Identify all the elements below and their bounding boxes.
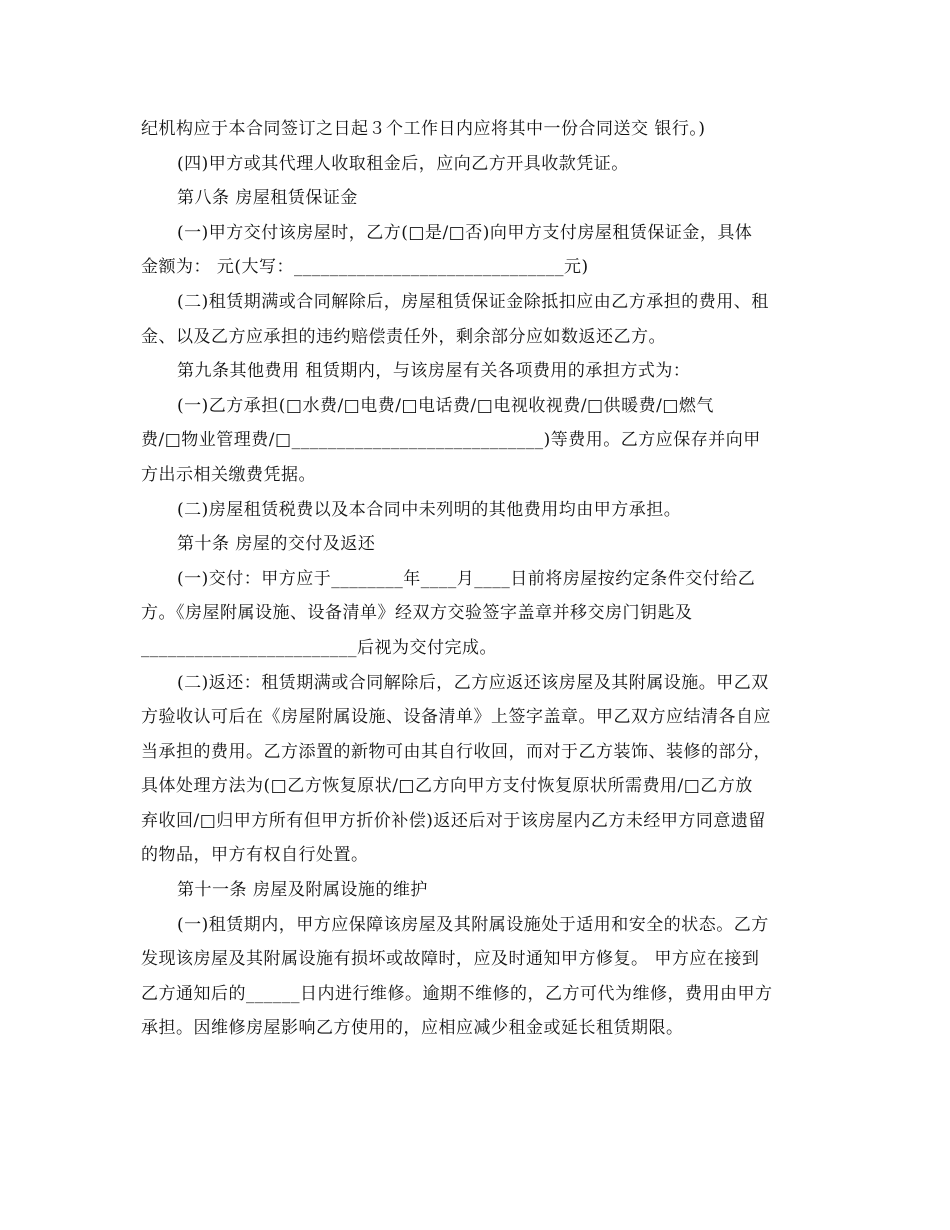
text-line: (二)房屋租赁税费以及本合同中未列明的其他费用均由甲方承担。 bbox=[177, 499, 682, 520]
text-line: 费/□物业管理费/□____________________________)等费用。乙方应保存并向甲 bbox=[141, 430, 761, 451]
text-line: 纪机构应于本合同签订之日起３个工作日内应将其中一份合同送交 银行。) bbox=[141, 119, 706, 139]
text-line: 方验收认可后在《房屋附属设施、设备清单》上签字盖章。甲乙双方应结清各自应 bbox=[141, 707, 771, 728]
text-line: 当承担的费用。乙方添置的新物可由其自行收回，而对于乙方装饰、装修的部分， bbox=[141, 741, 771, 762]
text-line: 金额为： 元(大写：______________________________元) bbox=[141, 257, 589, 278]
text-line: ________________________后视为交付完成。 bbox=[141, 637, 497, 658]
text-line: 第八条 房屋租赁保证金 bbox=[177, 188, 358, 209]
document-body bbox=[141, 112, 813, 1046]
text-line: 金、以及乙方应承担的违约赔偿责任外，剩余部分应如数返还乙方。 bbox=[141, 326, 666, 347]
text-line: 第十条 房屋的交付及返还 bbox=[177, 534, 376, 555]
text-line: (二)租赁期满或合同解除后，房屋租赁保证金除抵扣应由乙方承担的费用、租 bbox=[177, 291, 769, 312]
text-line: (一)交付：甲方应于________年____月____日前将房屋按约定条件交付给乙 bbox=[177, 568, 756, 589]
text-line: (一)甲方交付该房屋时，乙方(□是/□否)向甲方支付房屋租赁保证金，具体 bbox=[177, 222, 753, 243]
text-line: 第九条其他费用 租赁期内，与该房屋有关各项费用的承担方式为： bbox=[177, 361, 691, 382]
text-line: (一)租赁期内，甲方应保障该房屋及其附属设施处于适用和安全的状态。乙方 bbox=[177, 914, 769, 935]
text-line: 方。《房屋附属设施、设备清单》经双方交验签字盖章并移交房门钥匙及 bbox=[141, 603, 693, 624]
text-line: 第十一条 房屋及附属设施的维护 bbox=[177, 880, 428, 901]
text-line: (四)甲方或其代理人收取租金后，应向乙方开具收款凭证。 bbox=[177, 153, 629, 174]
text-line: 弃收回/□归甲方所有但甲方折价补偿)返还后对于该房屋内乙方未经甲方同意遗留 bbox=[141, 810, 766, 831]
text-line: 的物品，甲方有权自行处置。 bbox=[141, 845, 369, 866]
text-line: (一)乙方承担(□水费/□电费/□电话费/□电视收视费/□供暖费/□燃气 bbox=[177, 395, 714, 416]
text-line: 承担。因维修房屋影响乙方使用的，应相应减少租金或延长租赁期限。 bbox=[141, 1018, 684, 1039]
text-line: 乙方通知后的______日内进行维修。逾期不维修的，乙方可代为维修，费用由甲方 bbox=[141, 983, 773, 1004]
text-line: (二)返还：租赁期满或合同解除后，乙方应返还该房屋及其附属设施。甲乙双 bbox=[177, 672, 769, 693]
text-line: 发现该房屋及其附属设施有损坏或故障时，应及时通知甲方修复。 甲方应在接到 bbox=[141, 949, 760, 970]
text-line: 具体处理方法为(□乙方恢复原状/□乙方向甲方支付恢复原状所需费用/□乙方放 bbox=[141, 776, 753, 797]
text-line: 方出示相关缴费凭据。 bbox=[141, 464, 316, 485]
